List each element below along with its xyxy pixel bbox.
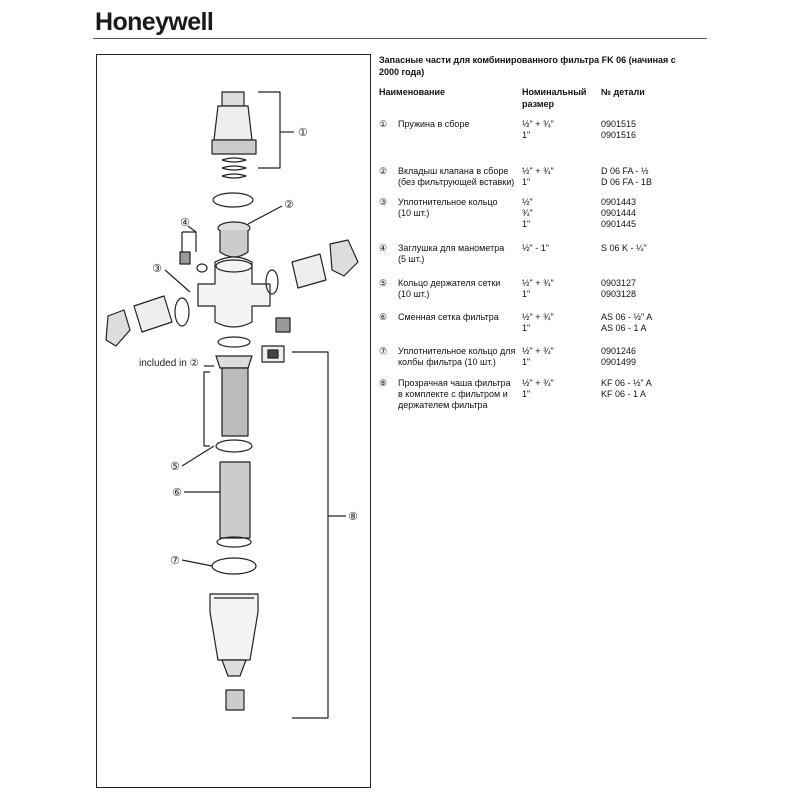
- row-part-numbers: S 06 K - ¼": [601, 243, 647, 253]
- row-name: Прозрачная чаша фильтра в комплекте с фильтром и держателем фильтра: [398, 378, 511, 410]
- row-number: ⑧: [379, 378, 388, 388]
- included-in-caption: included in ②: [139, 358, 199, 369]
- row-sizes: ½" ¾" 1": [522, 197, 533, 229]
- honeywell-logo: Honeywell: [95, 8, 214, 36]
- row-sizes: ½" + ¾" 1": [522, 166, 554, 187]
- row-part-numbers: KF 06 - ½" A KF 06 - 1 A: [601, 378, 652, 399]
- header-size: Номинальный размер: [522, 87, 587, 109]
- header-part-number: № детали: [601, 87, 645, 97]
- callout-8: ⑧: [348, 510, 358, 523]
- row-part-numbers: 0901443 0901444 0901445: [601, 197, 637, 229]
- callout-7: ⑦: [170, 554, 180, 567]
- row-name: Уплотнительное кольцо (10 шт.): [398, 197, 498, 218]
- row-name: Уплотнительное кольцо для колбы фильтра (10 шт.): [398, 346, 516, 367]
- row-sizes: ½" + ¾" 1": [522, 278, 554, 299]
- row-name: Пружина в сборе: [398, 119, 470, 129]
- row-sizes: ½" + ¾" 1": [522, 312, 554, 333]
- row-number: ④: [379, 243, 388, 253]
- row-sizes: ½" - 1": [522, 243, 549, 253]
- row-number: ①: [379, 119, 388, 129]
- callout-3: ③: [152, 262, 162, 275]
- callout-6: ⑥: [172, 486, 182, 499]
- row-name: Сменная сетка фильтра: [398, 312, 499, 322]
- row-name: Заглушка для манометра (5 шт.): [398, 243, 505, 264]
- row-sizes: ½" + ¾" 1": [522, 346, 554, 367]
- callout-5: ⑤: [170, 460, 180, 473]
- header-name: Наименование: [379, 87, 446, 97]
- row-sizes: ½" + ¾" 1": [522, 378, 554, 399]
- row-part-numbers: D 06 FA - ½ D 06 FA - 1B: [601, 166, 653, 187]
- row-part-numbers: 0901246 0901499: [601, 346, 637, 367]
- row-number: ⑥: [379, 312, 388, 322]
- row-name: Вкладыш клапана в сборе (без фильтрующей вставки): [398, 166, 515, 187]
- row-part-numbers: 0903127 0903128: [601, 278, 637, 299]
- row-number: ②: [379, 166, 388, 176]
- row-part-numbers: 0901515 0901516: [601, 119, 637, 140]
- row-name: Кольцо держателя сетки (10 шт.): [398, 278, 501, 299]
- row-number: ⑦: [379, 346, 388, 356]
- callout-2: ②: [284, 198, 294, 211]
- callout-1: ①: [298, 126, 308, 139]
- row-number: ⑤: [379, 278, 388, 288]
- row-part-numbers: AS 06 - ½" A AS 06 - 1 A: [601, 312, 653, 333]
- parts-list-title: Запасные части для комбинированного фильтра FK 06 (начиная с 2000 года): [379, 55, 676, 77]
- callout-4: ④: [180, 216, 190, 229]
- row-number: ③: [379, 197, 388, 207]
- row-sizes: ½" + ¾" 1": [522, 119, 554, 140]
